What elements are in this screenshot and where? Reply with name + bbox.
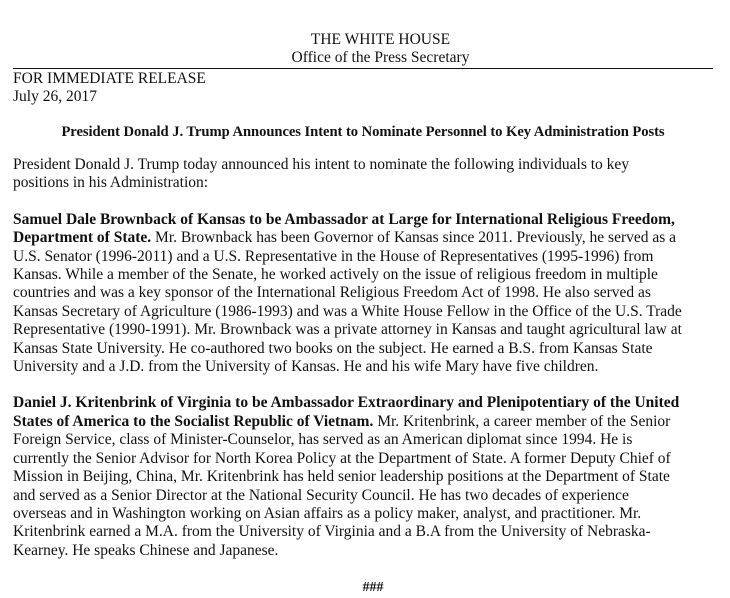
release-date: July 26, 2017 xyxy=(13,88,97,105)
intro-paragraph: President Donald J. Trump today announced his intent to nominate the following individuals to key positions in his Administration: xyxy=(13,156,630,192)
letterhead xyxy=(48,0,713,67)
letterhead-subtitle: Office of the Press Secretary xyxy=(291,49,470,66)
nominee-paragraph-kritenbrink xyxy=(13,394,713,560)
letterhead-title: THE WHITE HOUSE xyxy=(310,31,451,48)
header-divider xyxy=(13,68,713,69)
nominee-lead: Samuel Dale Brownback of Kansas to be Ambassador at Large for International Religious Freedom, Department of State. xyxy=(13,210,675,247)
nominee-paragraph-brownback xyxy=(13,211,713,377)
nominee-lead: Daniel J. Kritenbrink of Virginia to be Ambassador Extraordinary and Plenipotentiary of the United States of America to the Socialist Republic of Vietnam. xyxy=(13,394,680,430)
release-block xyxy=(13,70,713,106)
nominee-body: Mr. Brownback has been Governor of Kansas since 2011. Previously, he served as a U.S. Senator (1996-2011) and a U.S. Representative in the House of Representatives (1995-1996) from Kansas. While a member of the Senate, he worked actively on the issue of religious freedom in multiple countries and was a key sponsor of the International Religious Freedom Act of 1998. He also served as Kansas Secretary of Agriculture (1986-1993) and was a White House Fellow in the Office of the U.S. Trade Representative (1990-1991). Mr. Brownback was a private attorney in Kansas and taught agricultural law at Kansas State University. He co-authored two books on the subject. He earned a B.S. from Kansas State University and a J.D. from the University of Kansas. He and his wife Mary have five children. xyxy=(13,229,682,376)
end-of-release-mark: ### xyxy=(362,580,384,596)
press-release-page xyxy=(13,0,713,598)
nominee-body: Mr. Kritenbrink, a career member of the Senior Foreign Service, class of Minister-Counselor, has served as an American diplomat since 1994. He is currently the Senior Advisor for North Korea Policy at the Department of State. A former Deputy Chief of Mission in Beijing, China, Mr. Kritenbrink has held senior leadership positions at the Department of State and served as a Senior Director at the National Security Council. He has two decades of experience overseas and in Washington working on Asian affairs as a policy maker, analyst, and practitioner. Mr. Kritenbrink earned a M.A. from the University of Virginia and a B.A from the University of Nebraska- Kearney. He speaks Chinese and Japanese. xyxy=(13,412,671,559)
release-label: FOR IMMEDIATE RELEASE xyxy=(13,70,206,87)
document-headline: President Donald J. Trump Announces Intent to Nominate Personnel to Key Administration Posts xyxy=(61,124,665,140)
